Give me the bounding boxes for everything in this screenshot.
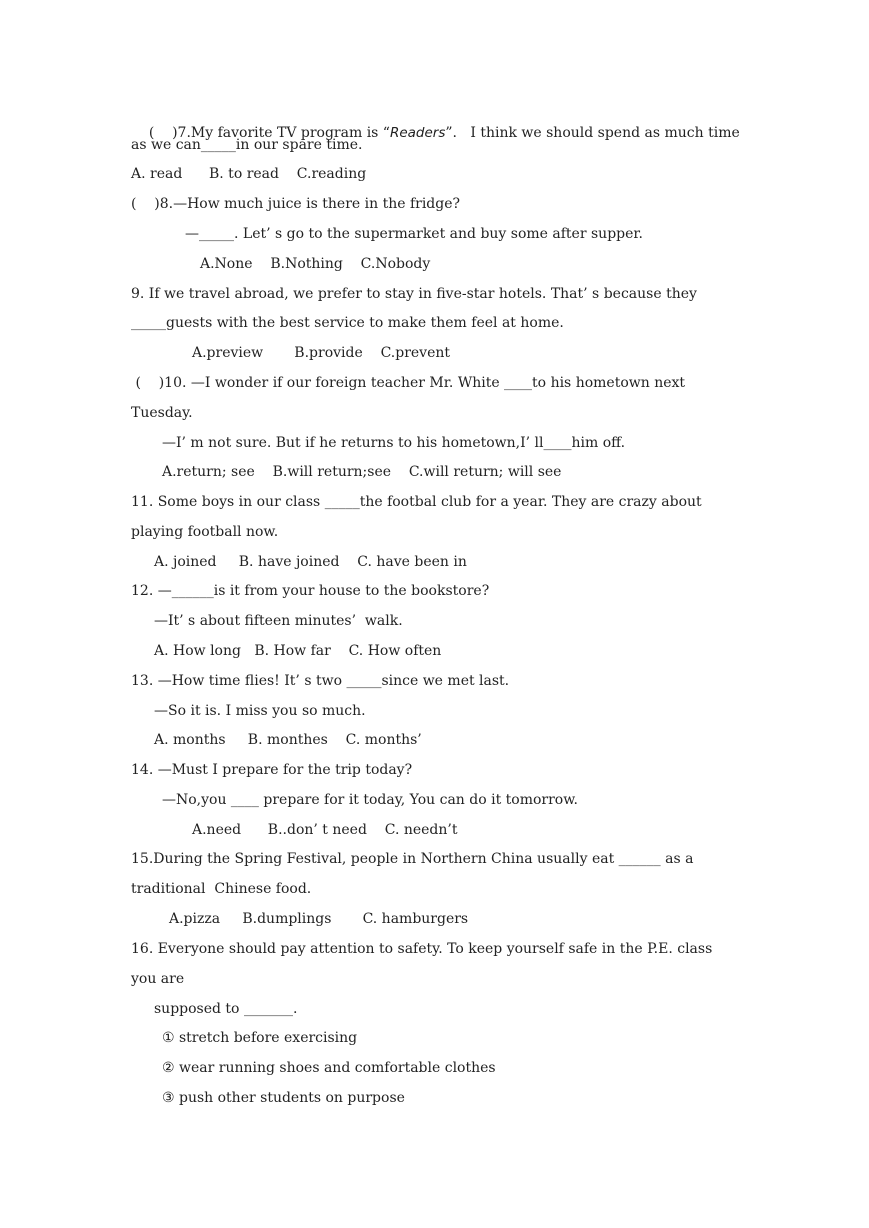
question-14-options: A.need B..don’ t need C. needn’t (192, 822, 458, 838)
question-8-line-1: ( )8.—How much juice is there in the fridge? (131, 196, 461, 212)
question-8-line-2: —_____. Let’ s go to the supermarket and buy some after supper. (185, 226, 644, 242)
question-11-line-2: playing football now. (131, 524, 279, 540)
question-9-line-2: _____guests with the best service to make them feel at home. (131, 315, 564, 331)
question-16-item-2: ② wear running shoes and comfortable clothes (162, 1060, 496, 1076)
question-13-options: A. months B. monthes C. months’ (154, 732, 422, 748)
question-8-options: A.None B.Nothing C.Nobody (200, 256, 431, 272)
question-11-options: A. joined B. have joined C. have been in (154, 554, 467, 570)
question-10-options: A.return; see B.will return;see C.will return; will see (162, 464, 562, 480)
question-16-item-3: ③ push other students on purpose (162, 1090, 405, 1106)
question-7-program-name: Readers (389, 125, 446, 141)
question-15-line-2: traditional Chinese food. (131, 881, 312, 897)
question-7-line-2: as we can_____in our spare time. (131, 137, 363, 153)
question-9-options: A.preview B.provide C.prevent (192, 345, 451, 361)
question-16-line-3: supposed to _______. (154, 1001, 298, 1017)
question-13-line-2: —So it is. I miss you so much. (154, 703, 366, 719)
question-10-line-3: —I’ m not sure. But if he returns to his hometown,I’ ll____him off. (162, 435, 626, 451)
question-15-options: A.pizza B.dumplings C. hamburgers (169, 911, 469, 927)
question-7-text-b: ”. I think we should spend as much time (445, 125, 740, 141)
question-16-line-2: you are (131, 971, 185, 987)
question-11-line-1: 11. Some boys in our class _____the footbal club for a year. They are crazy about (131, 494, 702, 510)
question-13-line-1: 13. —How time flies! It’ s two _____since we met last. (131, 673, 510, 689)
question-14-line-1: 14. —Must I prepare for the trip today? (131, 762, 413, 778)
question-7-text-a: ( )7.My favorite TV program is “ (148, 125, 390, 141)
question-9-line-1: 9. If we travel abroad, we prefer to stay in five-star hotels. That’ s because they (131, 286, 697, 302)
question-12-line-2: —It’ s about fifteen minutes’ walk. (154, 613, 403, 629)
question-14-line-2: —No,you ____ prepare for it today, You can do it tomorrow. (162, 792, 578, 808)
question-7-options: A. read B. to read C.reading (131, 166, 367, 182)
question-16-item-1: ① stretch before exercising (162, 1030, 358, 1046)
question-12-options: A. How long B. How far C. How often (154, 643, 442, 659)
question-15-line-1: 15.During the Spring Festival, people in Northern China usually eat ______ as a (131, 851, 694, 867)
question-10-line-2: Tuesday. (131, 405, 193, 421)
question-10-line-1: ( )10. —I wonder if our foreign teacher Mr. White ____to his hometown next (131, 375, 686, 391)
question-12-line-1: 12. —______is it from your house to the bookstore? (131, 583, 490, 599)
question-16-line-1: 16. Everyone should pay attention to safety. To keep yourself safe in the P.E. class (131, 941, 713, 957)
